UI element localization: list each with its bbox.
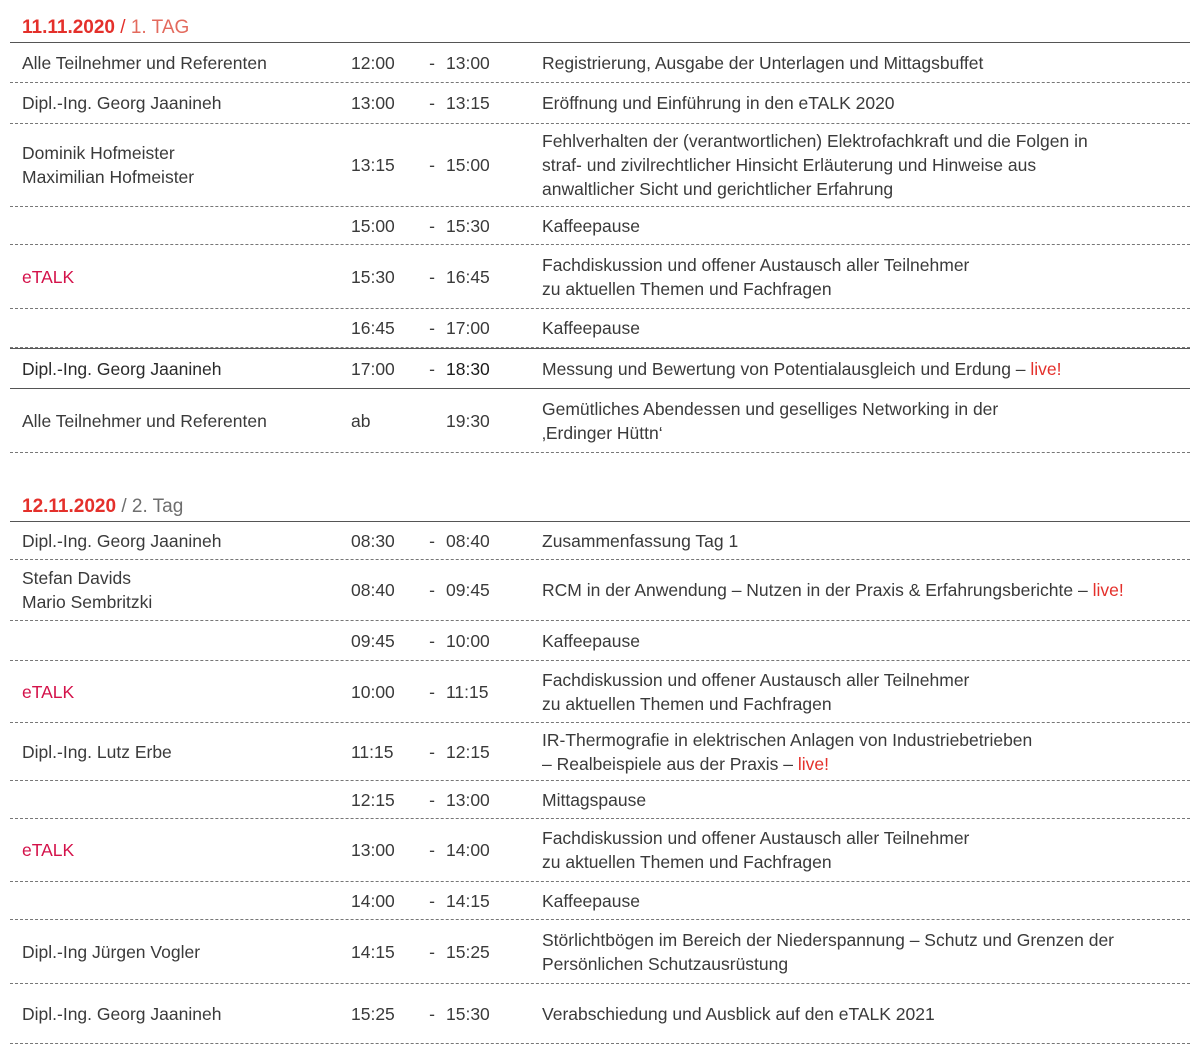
schedule-row bbox=[10, 723, 1190, 781]
speaker: Alle Teilnehmer und Referenten bbox=[22, 410, 267, 431]
schedule-row bbox=[10, 661, 1190, 723]
end-time: 18:30 bbox=[446, 358, 490, 379]
schedule-row bbox=[10, 819, 1190, 882]
day-1-label: 1. TAG bbox=[130, 17, 190, 38]
topic: IR-Thermografie in elektrischen Anlagen von Industriebetrieben – Realbeispiele aus der Praxis – live! bbox=[542, 729, 1033, 774]
end-time: 16:45 bbox=[446, 266, 490, 287]
speaker: eTALK bbox=[22, 681, 75, 702]
time-dash: - bbox=[429, 530, 435, 551]
speaker: Stefan Davids Mario Sembritzki bbox=[22, 568, 153, 612]
time-dash: - bbox=[429, 681, 435, 702]
topic: Registrierung, Ausgabe der Unterlagen und Mittagsbuffet bbox=[542, 52, 984, 73]
topic: Fachdiskussion und offener Austausch aller Teilnehmer zu aktuellen Themen und Fachfragen bbox=[542, 254, 970, 299]
speaker: Dipl.-Ing Jürgen Vogler bbox=[22, 941, 201, 962]
topic: Verabschiedung und Ausblick auf den eTALK 2021 bbox=[542, 1003, 935, 1024]
end-time: 17:00 bbox=[446, 318, 490, 338]
end-time: 08:40 bbox=[446, 530, 490, 551]
speaker: eTALK bbox=[22, 266, 75, 287]
day-1-header bbox=[0, 14, 1200, 42]
time-dash: - bbox=[429, 266, 435, 287]
topic: Kaffeepause bbox=[542, 630, 640, 651]
topic: Messung und Bewertung von Potentialausgleich und Erdung – live! bbox=[542, 358, 1062, 379]
schedule-row bbox=[10, 920, 1190, 984]
speaker bbox=[22, 621, 342, 660]
time-dash: - bbox=[429, 840, 435, 860]
time-dash: - bbox=[429, 1003, 435, 1024]
topic: Eröffnung und Einführung in den eTALK 2020 bbox=[542, 93, 895, 113]
end-time: 11:15 bbox=[446, 681, 489, 702]
topic: Kaffeepause bbox=[542, 890, 640, 911]
day-2-date: 12.11.2020 bbox=[22, 496, 117, 517]
start-time: 15:25 bbox=[351, 1003, 395, 1024]
start-time: 12:15 bbox=[351, 789, 395, 810]
day-2-label: 2. Tag bbox=[131, 496, 184, 517]
end-time: 13:00 bbox=[446, 789, 490, 810]
start-time: 08:40 bbox=[351, 580, 395, 600]
start-time: 14:15 bbox=[351, 941, 395, 962]
time-dash: - bbox=[429, 741, 435, 762]
start-time: ab bbox=[351, 410, 371, 431]
live-badge: live! bbox=[1092, 580, 1124, 600]
start-time: 15:00 bbox=[351, 215, 395, 236]
schedule-row bbox=[10, 522, 1190, 560]
speaker: Dipl.-Ing. Lutz Erbe bbox=[22, 741, 172, 762]
topic: Kaffeepause bbox=[542, 318, 640, 338]
end-time: 15:00 bbox=[446, 155, 490, 175]
end-time: 09:45 bbox=[446, 580, 490, 600]
schedule-row bbox=[10, 245, 1190, 309]
time-dash: - bbox=[429, 580, 435, 600]
schedule-row bbox=[10, 984, 1190, 1044]
end-time: 15:30 bbox=[446, 1003, 490, 1024]
time-dash: - bbox=[429, 318, 435, 338]
start-time: 14:00 bbox=[351, 890, 395, 911]
end-time: 15:25 bbox=[446, 941, 490, 962]
end-time: 19:30 bbox=[446, 410, 490, 431]
schedule-row bbox=[10, 43, 1190, 83]
schedule-row bbox=[10, 781, 1190, 819]
speaker bbox=[22, 309, 342, 347]
start-time: 12:00 bbox=[351, 52, 395, 73]
topic: Fehlverhalten der (verantwortlichen) Elektrofachkraft und die Folgen in straf- und zivilrechtlicher Hinsicht Erläuterung und Hinweise aus anwaltlicher Sicht und gerichtlicher Erfahrung bbox=[542, 131, 1088, 199]
topic: Gemütliches Abendessen und geselliges Networking in der ‚Erdinger Hüttn‘ bbox=[542, 398, 999, 443]
end-time: 14:15 bbox=[446, 890, 490, 911]
time-dash bbox=[422, 389, 442, 452]
time-dash: - bbox=[429, 155, 435, 175]
day-1-date: 11.11.2020 bbox=[22, 17, 115, 38]
day-1-section bbox=[0, 14, 1200, 453]
time-dash: - bbox=[429, 358, 435, 379]
topic: Kaffeepause bbox=[542, 215, 640, 236]
speaker: eTALK bbox=[22, 840, 75, 860]
time-dash: - bbox=[429, 215, 435, 236]
time-dash: - bbox=[429, 890, 435, 911]
speaker bbox=[22, 781, 342, 818]
time-dash: - bbox=[429, 630, 435, 651]
start-time: 15:30 bbox=[351, 266, 395, 287]
schedule-row bbox=[10, 83, 1190, 124]
start-time: 10:00 bbox=[351, 681, 395, 702]
schedule-row bbox=[10, 389, 1190, 453]
schedule-row bbox=[10, 560, 1190, 621]
end-time: 15:30 bbox=[446, 215, 490, 236]
speaker: Dipl.-Ing. Georg Jaanineh bbox=[22, 358, 222, 379]
start-time: 13:00 bbox=[351, 93, 395, 113]
schedule-row bbox=[10, 621, 1190, 661]
start-time: 09:45 bbox=[351, 630, 395, 651]
speaker: Dipl.-Ing. Georg Jaanineh bbox=[22, 530, 222, 551]
start-time: 13:15 bbox=[351, 155, 395, 175]
time-dash: - bbox=[429, 52, 435, 73]
schedule-row bbox=[10, 882, 1190, 920]
start-time: 11:15 bbox=[351, 741, 394, 762]
end-time: 13:00 bbox=[446, 52, 490, 73]
end-time: 10:00 bbox=[446, 630, 490, 651]
end-time: 12:15 bbox=[446, 741, 490, 762]
end-time: 13:15 bbox=[446, 93, 490, 113]
topic: Fachdiskussion und offener Austausch aller Teilnehmer zu aktuellen Themen und Fachfragen bbox=[542, 669, 970, 714]
topic: Fachdiskussion und offener Austausch aller Teilnehmer zu aktuellen Themen und Fachfragen bbox=[542, 828, 970, 872]
topic: RCM in der Anwendung – Nutzen in der Praxis & Erfahrungsberichte – live! bbox=[542, 580, 1124, 600]
schedule-row bbox=[10, 309, 1190, 348]
schedule-row bbox=[10, 207, 1190, 245]
topic: Zusammenfassung Tag 1 bbox=[542, 530, 739, 551]
topic: Störlichtbögen im Bereich der Niederspannung – Schutz und Grenzen der Persönlichen Schutzausrüstung bbox=[542, 929, 1115, 974]
time-dash: - bbox=[429, 93, 435, 113]
speaker: Dipl.-Ing. Georg Jaanineh bbox=[22, 93, 222, 113]
live-badge: live! bbox=[1030, 358, 1062, 379]
time-dash: - bbox=[429, 789, 435, 810]
schedule-row bbox=[10, 348, 1190, 389]
day-1-separator: / bbox=[115, 17, 131, 38]
day-2-header bbox=[0, 493, 1200, 521]
start-time: 08:30 bbox=[351, 530, 395, 551]
schedule-row bbox=[10, 124, 1190, 207]
topic: Mittagspause bbox=[542, 789, 647, 810]
day-2-section bbox=[0, 493, 1200, 1044]
start-time: 17:00 bbox=[351, 358, 395, 379]
speaker bbox=[22, 207, 342, 244]
end-time: 14:00 bbox=[446, 840, 490, 860]
speaker: Dominik Hofmeister Maximilian Hofmeister bbox=[22, 143, 195, 187]
start-time: 13:00 bbox=[351, 840, 395, 860]
day-2-separator: / bbox=[116, 496, 132, 517]
time-dash: - bbox=[429, 941, 435, 962]
speaker: Dipl.-Ing. Georg Jaanineh bbox=[22, 1003, 222, 1024]
start-time: 16:45 bbox=[351, 318, 395, 338]
speaker bbox=[22, 882, 342, 919]
live-badge: live! bbox=[797, 753, 829, 774]
speaker: Alle Teilnehmer und Referenten bbox=[22, 52, 267, 73]
